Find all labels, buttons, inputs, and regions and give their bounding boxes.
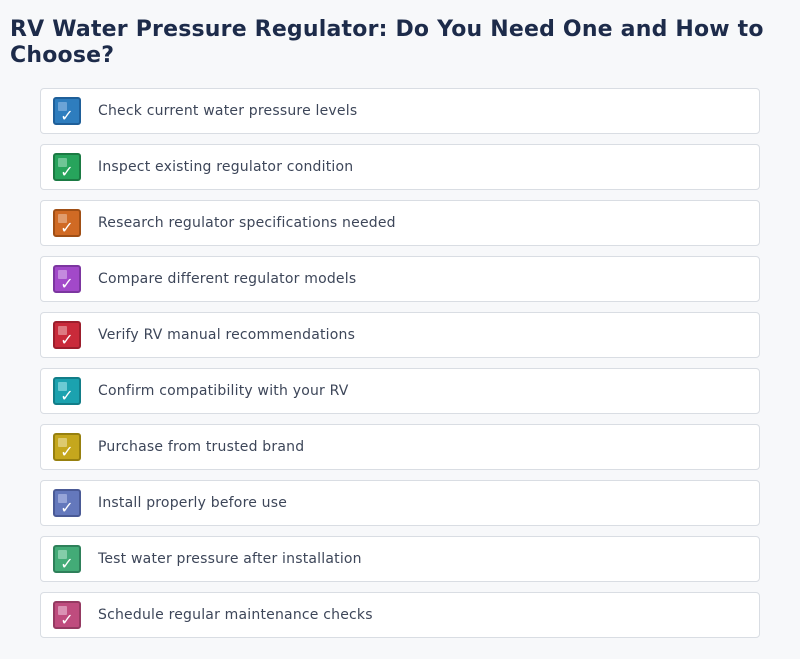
- checklist-item[interactable]: [40, 256, 760, 302]
- checklist-item[interactable]: [40, 536, 760, 582]
- checkmark-icon: ✓: [60, 609, 74, 629]
- checklist-item[interactable]: [40, 592, 760, 638]
- checkmark-icon: ✓: [60, 553, 74, 573]
- checkmark-icon: ✓: [60, 497, 74, 517]
- checklist-item-label: Schedule regular maintenance checks: [98, 606, 373, 623]
- checklist-item-label: Confirm compatibility with your RV: [98, 382, 349, 399]
- page-title: RV Water Pressure Regulator: Do You Need One and How to Choose?: [10, 17, 764, 69]
- checklist-item[interactable]: [40, 368, 760, 414]
- checklist-item[interactable]: [40, 312, 760, 358]
- checkmark-icon: ✓: [60, 329, 74, 349]
- checklist-item[interactable]: [40, 88, 760, 134]
- checkmark-icon: ✓: [60, 273, 74, 293]
- checklist-item[interactable]: [40, 480, 760, 526]
- checkmark-icon: ✓: [60, 441, 74, 461]
- checkmark-icon: ✓: [60, 161, 74, 181]
- checkbox-icon[interactable]: [53, 153, 81, 181]
- checklist: [40, 88, 760, 638]
- checklist-item[interactable]: [40, 200, 760, 246]
- checkbox-icon[interactable]: [53, 433, 81, 461]
- checkbox-icon[interactable]: [53, 97, 81, 125]
- checklist-item-label: Test water pressure after installation: [98, 550, 362, 567]
- checkbox-icon[interactable]: [53, 377, 81, 405]
- checklist-item-label: Verify RV manual recommendations: [98, 326, 356, 343]
- checkbox-icon[interactable]: [53, 489, 81, 517]
- checklist-item-label: Install properly before use: [98, 494, 288, 511]
- checkbox-icon[interactable]: [53, 209, 81, 237]
- checklist-item[interactable]: [40, 144, 760, 190]
- checkbox-icon[interactable]: [53, 545, 81, 573]
- checklist-item-label: Inspect existing regulator condition: [98, 158, 354, 175]
- checklist-item-label: Purchase from trusted brand: [98, 438, 305, 455]
- checkmark-icon: ✓: [60, 385, 74, 405]
- checkmark-icon: ✓: [60, 105, 74, 125]
- checklist-item-label: Research regulator specifications needed: [98, 214, 396, 231]
- checklist-item[interactable]: [40, 424, 760, 470]
- checklist-item-label: Compare different regulator models: [98, 270, 357, 287]
- checkbox-icon[interactable]: [53, 265, 81, 293]
- page: [0, 17, 800, 638]
- checkbox-icon[interactable]: [53, 601, 81, 629]
- checkbox-icon[interactable]: [53, 321, 81, 349]
- checklist-item-label: Check current water pressure levels: [98, 102, 358, 119]
- checkmark-icon: ✓: [60, 217, 74, 237]
